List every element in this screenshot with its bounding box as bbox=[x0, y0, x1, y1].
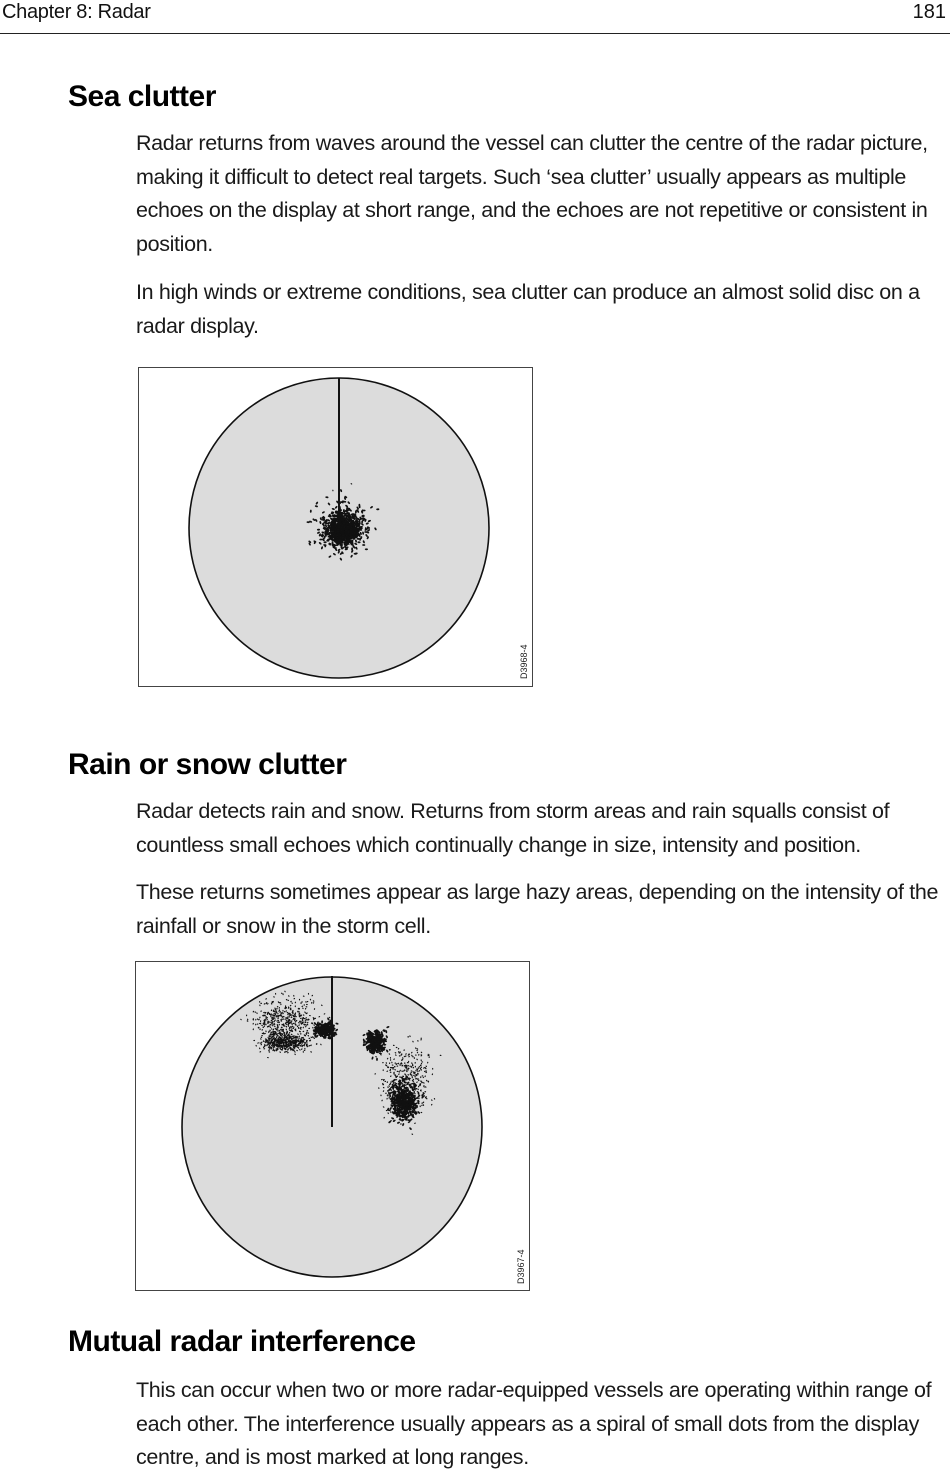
paragraph: Radar returns from waves around the vessel can clutter the centre of the radar picture, making it difficult to detect real targets. Such ‘sea clutter’ usually appears as multiple echoes on the display at short range, and the echoes are not repetitive or consistent in position. bbox=[136, 131, 928, 256]
rain-clutter-figure bbox=[135, 961, 530, 1291]
page-header bbox=[0, 0, 950, 34]
paragraph: This can occur when two or more radar-equipped vessels are operating within range of each other. The interference usually appears as a spiral of small dots from the display centre, and is most marked at long ranges. bbox=[136, 1378, 932, 1469]
sea-clutter-radar-display bbox=[139, 368, 532, 686]
figure-id: D3968-4 bbox=[519, 644, 529, 679]
chapter-title: Chapter 8: Radar bbox=[2, 1, 151, 23]
figure-id: D3967-4 bbox=[516, 1249, 526, 1284]
page-number: 181 bbox=[912, 1, 946, 23]
section-heading-mutual-radar-interference: Mutual radar interference bbox=[68, 1325, 416, 1358]
paragraph: These returns sometimes appear as large hazy areas, depending on the intensity of the rainfall or snow in the storm cell. bbox=[136, 880, 939, 938]
rain-clutter-radar-display bbox=[136, 962, 529, 1290]
paragraph: In high winds or extreme conditions, sea clutter can produce an almost solid disc on a radar display. bbox=[136, 280, 920, 338]
sea-clutter-figure bbox=[138, 367, 533, 687]
section-heading-sea-clutter: Sea clutter bbox=[68, 80, 216, 113]
section-heading-rain-or-snow-clutter: Rain or snow clutter bbox=[68, 748, 347, 781]
paragraph: Radar detects rain and snow. Returns from storm areas and rain squalls consist of countless small echoes which continually change in size, intensity and position. bbox=[136, 799, 890, 857]
